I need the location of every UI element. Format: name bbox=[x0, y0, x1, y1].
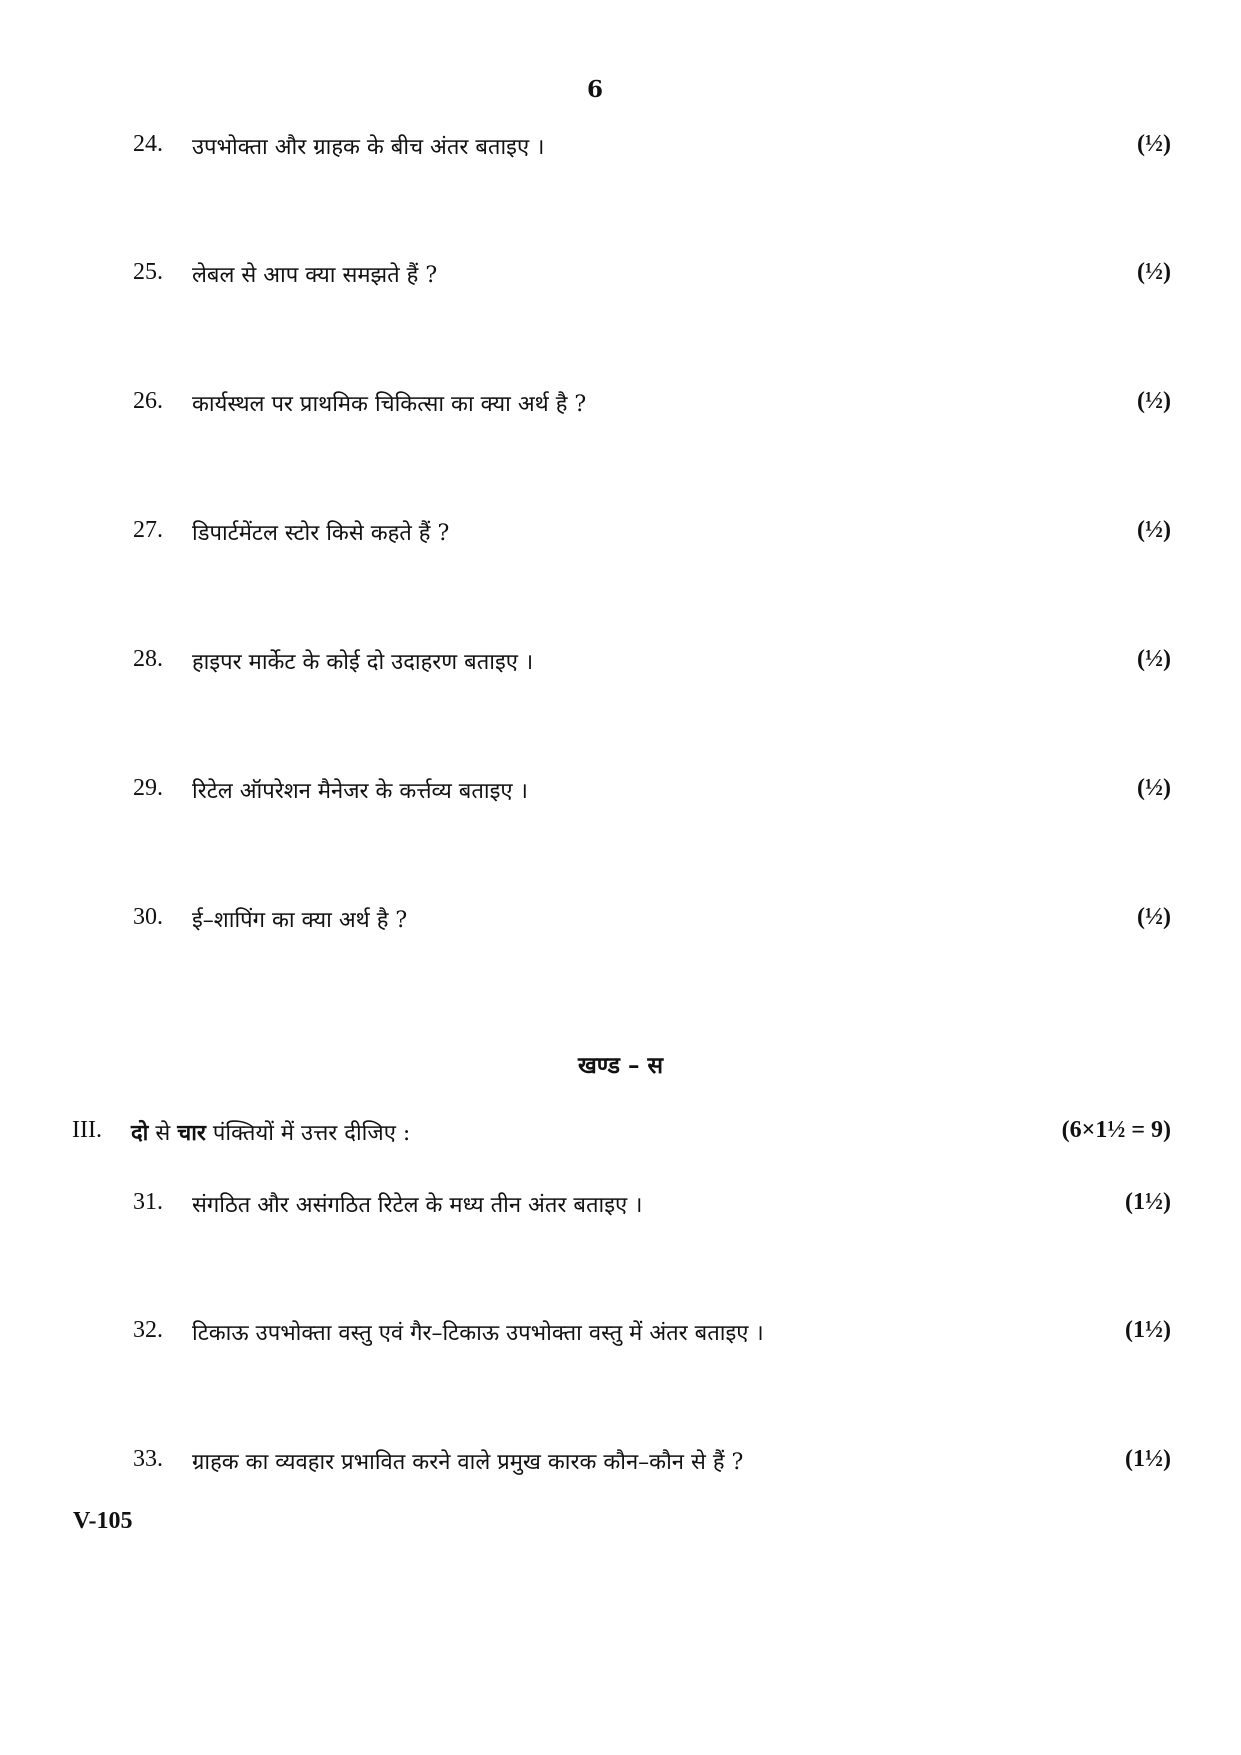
question-text: ई–शापिंग का क्या अर्थ है ? bbox=[192, 908, 408, 933]
instruction-bold-2: चार bbox=[177, 1120, 206, 1146]
question-33 bbox=[0, 1446, 1241, 1480]
question-marks: (1½) bbox=[1125, 1446, 1171, 1472]
question-text: संगठित और असंगठित रिटेल के मध्य तीन अंतर बताइए । bbox=[192, 1193, 643, 1218]
question-number: 27. bbox=[133, 517, 163, 543]
section-number: III. bbox=[72, 1117, 102, 1143]
question-number: 25. bbox=[133, 259, 163, 285]
section-instruction bbox=[0, 1117, 1241, 1151]
question-marks: (½) bbox=[1137, 904, 1171, 930]
question-marks: (½) bbox=[1137, 388, 1171, 414]
question-number: 32. bbox=[133, 1317, 163, 1343]
question-number: 28. bbox=[133, 646, 163, 672]
question-marks: (½) bbox=[1137, 775, 1171, 801]
instruction-text bbox=[131, 1117, 410, 1147]
question-text: डिपार्टमेंटल स्टोर किसे कहते हैं ? bbox=[192, 521, 450, 546]
question-27 bbox=[0, 517, 1241, 551]
question-number: 24. bbox=[133, 131, 163, 157]
question-marks: (1½) bbox=[1125, 1317, 1171, 1343]
instruction-bold-1: दो bbox=[131, 1120, 149, 1146]
section-heading: खण्ड – स bbox=[577, 1052, 664, 1079]
question-29 bbox=[0, 775, 1241, 809]
question-marks: (1½) bbox=[1125, 1189, 1171, 1215]
question-marks: (½) bbox=[1137, 517, 1171, 543]
question-marks: (½) bbox=[1137, 131, 1171, 157]
question-31 bbox=[0, 1189, 1241, 1223]
question-text: हाइपर मार्केट के कोई दो उदाहरण बताइए । bbox=[192, 650, 534, 675]
instruction-text-1: से bbox=[148, 1121, 178, 1146]
question-number: 33. bbox=[133, 1446, 163, 1472]
question-text: कार्यस्थल पर प्राथमिक चिकित्सा का क्या अर्थ है ? bbox=[192, 392, 587, 417]
instruction-text-2: पंक्तियों में उत्तर दीजिए : bbox=[205, 1121, 411, 1146]
question-number: 30. bbox=[133, 904, 163, 930]
question-text: रिटेल ऑपरेशन मैनेजर के कर्त्तव्य बताइए । bbox=[192, 779, 528, 804]
question-30 bbox=[0, 904, 1241, 938]
question-number: 29. bbox=[133, 775, 163, 801]
question-text: ग्राहक का व्यवहार प्रभावित करने वाले प्रमुख कारक कौन–कौन से हैं ? bbox=[192, 1450, 744, 1475]
question-32 bbox=[0, 1317, 1241, 1351]
question-24 bbox=[0, 131, 1241, 165]
question-25 bbox=[0, 259, 1241, 293]
question-marks: (½) bbox=[1137, 259, 1171, 285]
paper-code: V-105 bbox=[73, 1508, 133, 1534]
question-text: उपभोक्ता और ग्राहक के बीच अंतर बताइए । bbox=[192, 135, 545, 160]
question-text: टिकाऊ उपभोक्ता वस्तु एवं गैर–टिकाऊ उपभोक्ता वस्तु में अंतर बताइए । bbox=[192, 1321, 764, 1346]
question-28 bbox=[0, 646, 1241, 680]
question-26 bbox=[0, 388, 1241, 422]
section-marks: (6×1½ = 9) bbox=[1061, 1117, 1171, 1143]
question-text: लेबल से आप क्या समझते हैं ? bbox=[192, 263, 438, 288]
question-marks: (½) bbox=[1137, 646, 1171, 672]
question-number: 26. bbox=[133, 388, 163, 414]
page-number: 6 bbox=[586, 76, 603, 103]
question-number: 31. bbox=[133, 1189, 163, 1215]
